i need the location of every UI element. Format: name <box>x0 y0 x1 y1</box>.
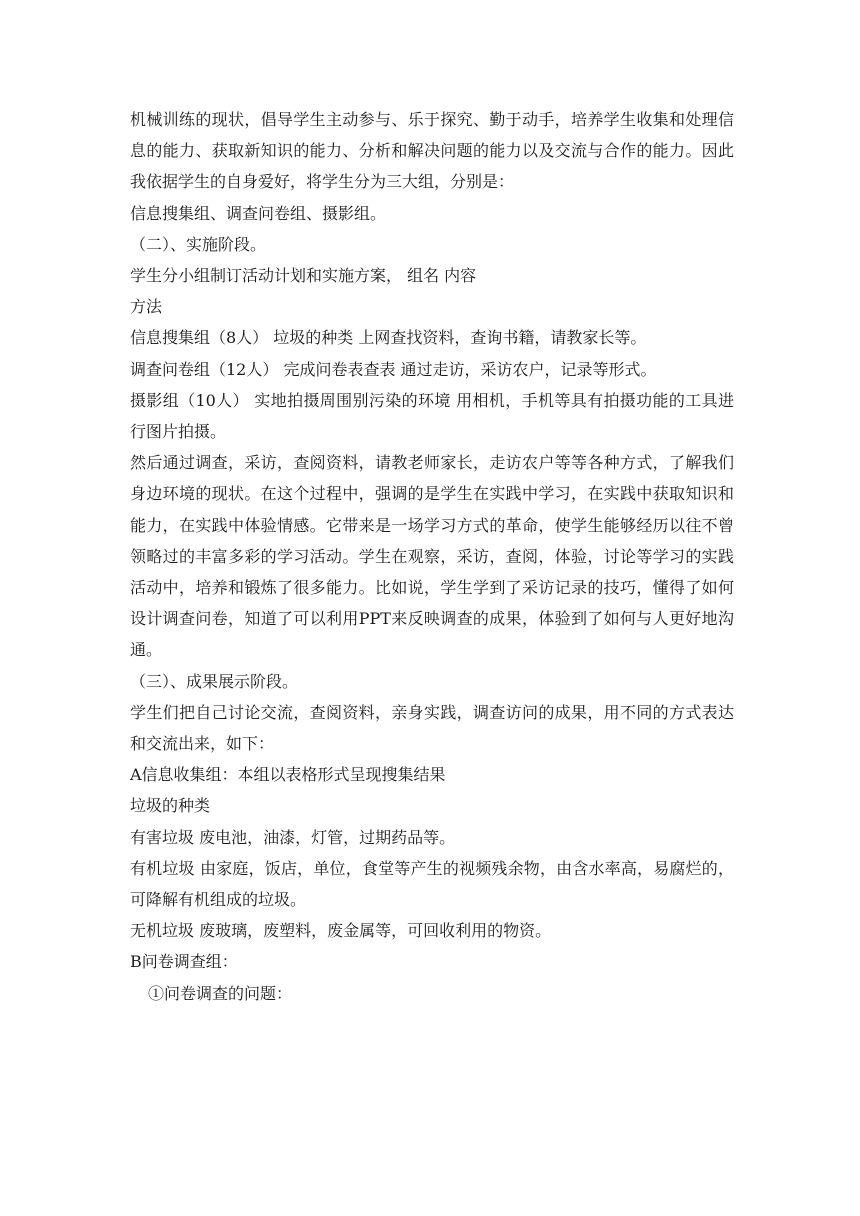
paragraph-photo-group: 摄影组（10人） 实地拍摄周围别污染的环境 用相机，手机等具有拍摄功能的工具进行图片拍摄。 <box>130 390 734 442</box>
paragraph-plan: 学生分小组制订活动计划和实施方案， 组名 内容 <box>130 266 477 286</box>
paragraph-results-intro: 学生们把自己讨论交流，查阅资料，亲身实践，调查访问的成果，用不同的方式表达和交流出来，如下： <box>130 702 734 754</box>
document-body <box>130 104 734 1009</box>
paragraph-group-b: B问卷调查组： <box>130 952 238 972</box>
paragraph-organic: 有机垃圾 由家庭，饭店，单位，食堂等产生的视频残余物，由含水率高，易腐烂的，可降解有机组成的垃圾。 <box>130 858 734 910</box>
paragraph-group-a: A信息收集组：本组以表格形式呈现搜集结果 <box>130 765 446 785</box>
paragraph-survey-questions: ①问卷调查的问题： <box>148 983 293 1003</box>
paragraph-garbage-types: 垃圾的种类 <box>130 796 211 816</box>
paragraph-inorganic: 无机垃圾 废玻璃，废塑料，废金属等，可回收利用的物资。 <box>130 921 552 941</box>
paragraph-info-group: 信息搜集组（8人） 垃圾的种类 上网查找资料，查询书籍，请教家长等。 <box>130 328 647 348</box>
paragraph-method-label: 方法 <box>130 297 163 317</box>
section-heading-implementation: （二）、实施阶段。 <box>130 234 267 254</box>
paragraph-hazardous: 有害垃圾 废电池，油漆，灯管，过期药品等。 <box>130 827 456 847</box>
section-heading-results: （三）、成果展示阶段。 <box>130 671 299 691</box>
paragraph-survey-group: 调查问卷组（12人） 完成问卷表查表 通过走访，采访农户，记录等形式。 <box>130 359 657 379</box>
paragraph-groups: 信息搜集组、调查问卷组、摄影组。 <box>130 203 387 223</box>
paragraph-process: 然后通过调查，采访，查阅资料，请教老师家长，走访农户等等各种方式，了解我们身边环境的现状。在这个过程中，强调的是学生在实践中学习，在实践中获取知识和能力，在实践中体验情感。它带来是一场学习方式的革命，使学生能够经历以往不曾领略过的丰富多彩的学习活动。学生在观察，采访，查阅，体验，讨论等学习的实践活动中，培养和锻炼了很多能力。比如说，学生学到了采访记录的技巧，懂得了如何设计调查问卷，知道了可以利用PPT来反映调查的成果，体验到了如何与人更好地沟通。 <box>130 453 734 660</box>
paragraph-intro: 机械训练的现状，倡导学生主动参与、乐于探究、勤于动手，培养学生收集和处理信息的能力、获取新知识的能力、分析和解决问题的能力以及交流与合作的能力。因此我依据学生的自身爱好，将学生分为三大组，分别是： <box>130 110 734 192</box>
